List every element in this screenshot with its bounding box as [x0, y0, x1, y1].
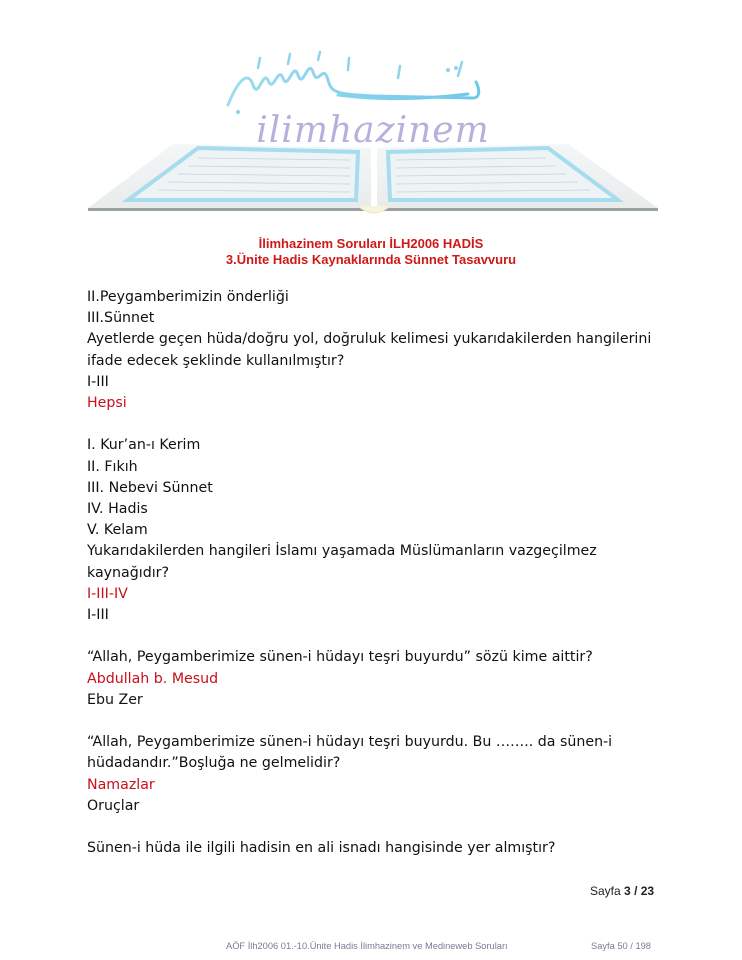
page-label: Sayfa: [590, 884, 621, 898]
list-item: II.Peygamberimizin önderliği: [87, 289, 289, 305]
footer-source: AÖF İlh2006 01.-10.Ünite Hadis İlimhazinem ve Medineweb Soruları: [226, 941, 508, 951]
question-text: Sünen-i hüda ile ilgili hadisin en ali isnadı hangisinde yer almıştır?: [87, 840, 556, 857]
footer-page-number: Sayfa 50 / 198: [591, 941, 651, 951]
list-item: III. Nebevi Sünnet: [87, 479, 213, 496]
answer-option: Ebu Zer: [87, 691, 143, 708]
correct-answer: Hepsi: [87, 395, 127, 412]
open-book-illustration-icon: [88, 140, 658, 220]
answer-option: Oruçlar: [87, 797, 140, 814]
question-text: “Allah, Peygamberimize sünen-i hüdayı teşri buyurdu. Bu …….. da sünen-i hüdadandır.”Boşluğa ne gelmelidir?: [87, 734, 613, 772]
question-block: [87, 287, 667, 414]
answer-option: I-III: [87, 373, 109, 390]
correct-answer: Abdullah b. Mesud: [87, 670, 219, 687]
question-block: [87, 647, 667, 711]
list-item: V. Kelam: [87, 522, 148, 539]
unit-subtitle: 3.Ünite Hadis Kaynaklarında Sünnet Tasavvuru: [225, 252, 517, 267]
answer-option: I-III: [87, 607, 109, 624]
list-item: I. Kur’an-ı Kerim: [87, 437, 201, 454]
question-block: [87, 732, 667, 817]
question-text: Ayetlerde geçen hüda/doğru yol, doğruluk kelimesi yukarıdakilerden hangilerini ifade edecek şeklinde kullanılmıştır?: [87, 331, 652, 369]
watermark-logo: ilimhazinem: [256, 110, 490, 151]
current-page: 3: [624, 884, 631, 898]
question-text: “Allah, Peygamberimize sünen-i hüdayı teşri buyurdu” sözü kime aittir?: [87, 649, 593, 666]
list-item: II. Fıkıh: [87, 458, 138, 475]
question-content: [87, 287, 667, 859]
question-block: [87, 435, 667, 626]
correct-answer: I-III-IV: [87, 585, 128, 602]
list-item: IV. Hadis: [87, 501, 148, 518]
page-number: [590, 884, 654, 898]
page-separator: /: [634, 884, 638, 898]
question-text: Yukarıdakilerden hangileri İslamı yaşamada Müslümanların vazgeçilmez kaynağıdır?: [87, 543, 597, 581]
header-banner: [88, 40, 658, 220]
total-pages: 23: [640, 884, 655, 898]
document-title: İlimhazinem Soruları İLH2006 HADİS: [258, 236, 484, 251]
correct-answer: Namazlar: [87, 776, 155, 793]
list-item: III.Sünnet: [87, 310, 155, 327]
question-block: [87, 838, 667, 859]
